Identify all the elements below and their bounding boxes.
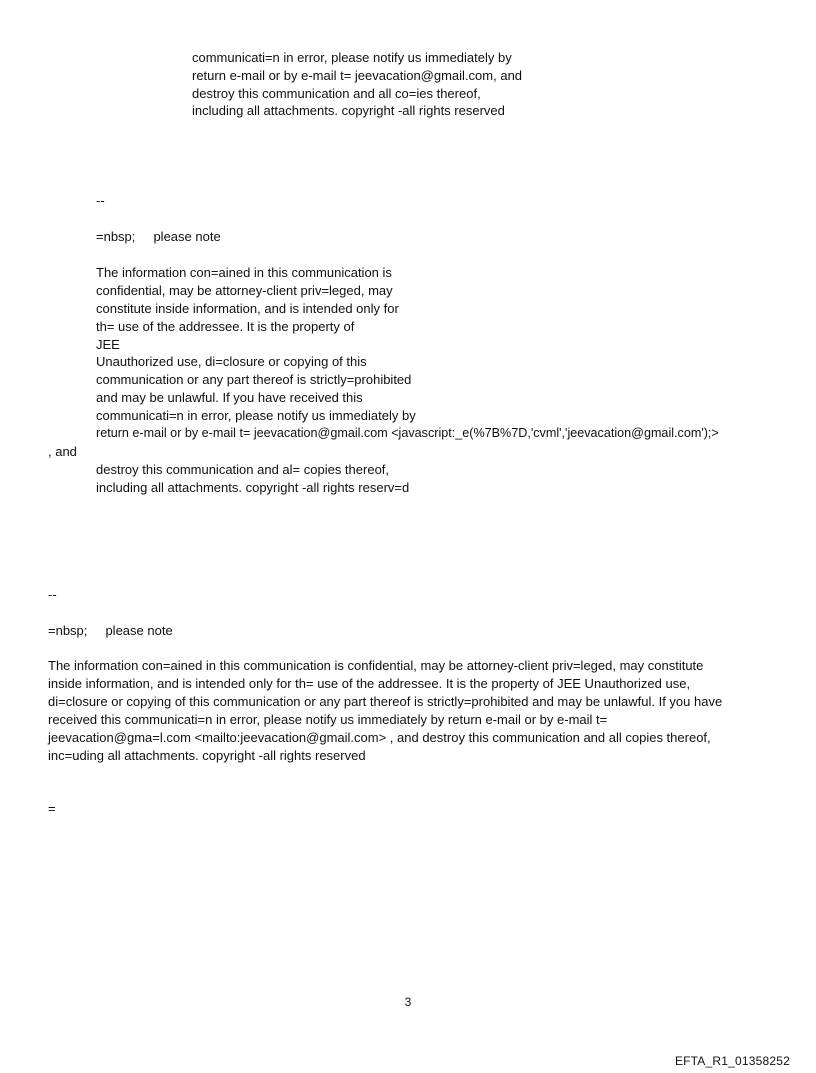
block1-line-2: return e-mail or by e-mail t= jeevacation@gmail.com, and <box>192 68 523 83</box>
block3-para-line-3: di=closure or copying of this communication or any part thereof is strictly=prohibited and may be unlawful. If you have <box>48 694 723 709</box>
page-number: 3 <box>404 995 412 1009</box>
block3-para-line-5: jeevacation@gma=l.com <mailto:jeevacation@gmail.com> , and destroy this communication and all copies thereof, <box>48 730 711 745</box>
block2-line-7: communication or any part thereof is strictly=prohibited <box>96 372 412 387</box>
block2-line-6: Unauthorized use, di=closure or copying of this <box>96 354 367 369</box>
block3-trailing: = <box>48 801 56 816</box>
block2-line-1: The information con=ained in this communication is <box>96 265 392 280</box>
block2-separator: -- <box>96 193 105 208</box>
block3-nbsp-line: =nbsp; please note <box>48 623 173 638</box>
block2-line-10: return e-mail or by e-mail t= jeevacation@gmail.com <javascript:_e(%7B%7D,'cvml','jeevacation@gmail.com');> <box>96 426 719 440</box>
block2-line-3: constitute inside information, and is intended only for <box>96 301 399 316</box>
block2-line-4: th= use of the addressee. It is the property of <box>96 319 355 334</box>
block2-line-5: JEE <box>96 337 120 352</box>
block3-para-line-2: inside information, and is intended only for th= use of the addressee. It is the property of JEE Unauthorized use, <box>48 676 691 691</box>
block2-and-line: , and <box>48 444 77 459</box>
block2-line-9: communicati=n in error, please notify us immediately by <box>96 408 416 423</box>
block2-nbsp-line: =nbsp; please note <box>96 229 221 244</box>
block2-line-8: and may be unlawful. If you have received this <box>96 390 363 405</box>
block1-line-3: destroy this communication and all co=ies thereof, <box>192 86 481 101</box>
block3-para-line-1: The information con=ained in this communication is confidential, may be attorney-client priv=leged, may constitute <box>48 658 704 673</box>
block1-line-4: including all attachments. copyright -all rights reserved <box>192 103 505 118</box>
block2-closing-line-1: destroy this communication and al= copies thereof, <box>96 462 390 477</box>
block2-closing-line-2: including all attachments. copyright -all rights reserv=d <box>96 480 410 495</box>
block3-para-line-6: inc=uding all attachments. copyright -all rights reserved <box>48 748 366 763</box>
block3-para-line-4: received this communicati=n in error, please notify us immediately by return e-mail or by e-mail t= <box>48 712 608 727</box>
block2-line-2: confidential, may be attorney-client priv=leged, may <box>96 283 393 298</box>
block3-separator: -- <box>48 587 57 602</box>
document-id-footer: EFTA_R1_01358252 <box>674 1054 790 1068</box>
block1-line-1: communicati=n in error, please notify us immediately by <box>192 50 512 65</box>
